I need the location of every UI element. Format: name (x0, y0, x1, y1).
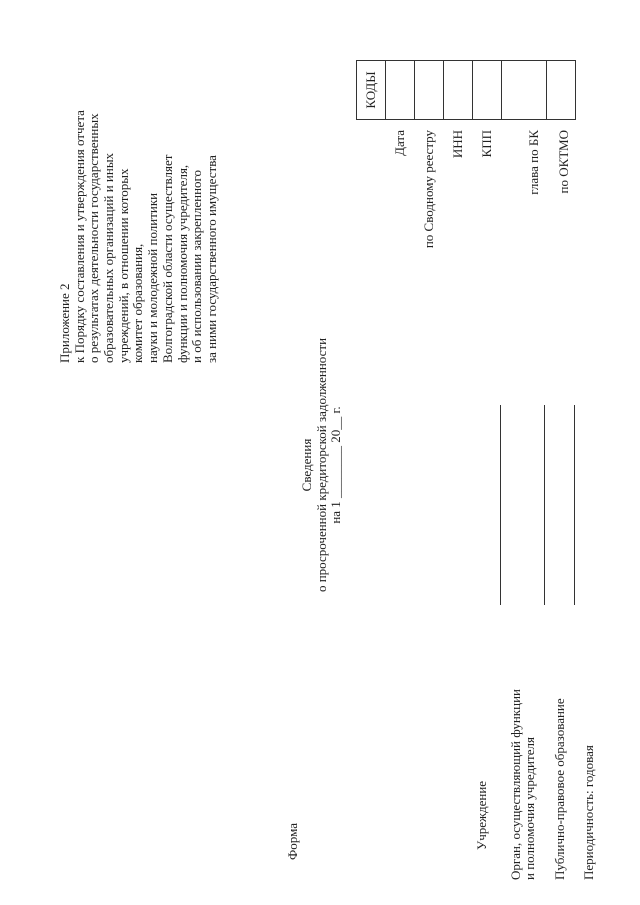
field-founder-line (544, 405, 545, 605)
report-title: Сведения (299, 438, 314, 492)
appendix-line: Приложение 2 (57, 283, 72, 363)
code-label-inn: ИНН (450, 130, 465, 159)
field-founder-label-line1: Орган, осуществляющий функции (508, 689, 523, 880)
appendix-line: комитет образования, (130, 243, 146, 363)
code-value-bk (502, 61, 547, 120)
report-header (300, 295, 344, 635)
codes-table (356, 60, 576, 120)
code-label-bk: глава по БК (526, 130, 541, 195)
code-label-oktmo: по ОКТМО (556, 130, 571, 194)
field-public-entity-line (574, 405, 575, 605)
report-subtitle: о просроченной кредиторской задолженности (313, 337, 329, 593)
appendix-line: Волгоградской области осуществляет (159, 154, 175, 363)
code-label-kpp: КПП (479, 130, 494, 158)
field-founder-label-line2: и полномочия учредителя (522, 737, 537, 880)
appendix-line: к Порядку составления и утверждения отчета (71, 110, 87, 363)
codes-header: КОДЫ (357, 61, 386, 120)
appendix-line: функции и полномочия учредителя, (174, 164, 190, 363)
appendix-line: образовательных организаций и иных (101, 152, 117, 363)
appendix-line: и об использовании закрепленного (189, 169, 205, 363)
code-label-date: Дата (392, 130, 407, 156)
field-institution-line (500, 405, 501, 605)
field-periodicity-label: Периодичность: годовая (581, 745, 596, 880)
code-label-registry: по Сводному реестру (421, 130, 436, 249)
code-value-kpp (473, 61, 502, 120)
form-label: Форма (285, 823, 300, 860)
appendix-block (58, 110, 220, 363)
report-date-line: на 1 ________ 20__ г. (328, 406, 343, 524)
code-value-inn (444, 61, 473, 120)
appendix-line: за ними государственного имущества (203, 155, 219, 363)
appendix-line: учреждений, в отношении которых (115, 168, 131, 363)
field-institution-label: Учреждение (474, 780, 489, 850)
field-public-entity-label: Публично-правовое образование (552, 698, 567, 880)
appendix-line: о результатах деятельности государственных (86, 113, 102, 363)
code-value-registry (415, 61, 444, 120)
code-value-date (386, 61, 415, 120)
code-value-oktmo (547, 61, 576, 120)
appendix-line: науки и молодежной политики (145, 192, 161, 363)
